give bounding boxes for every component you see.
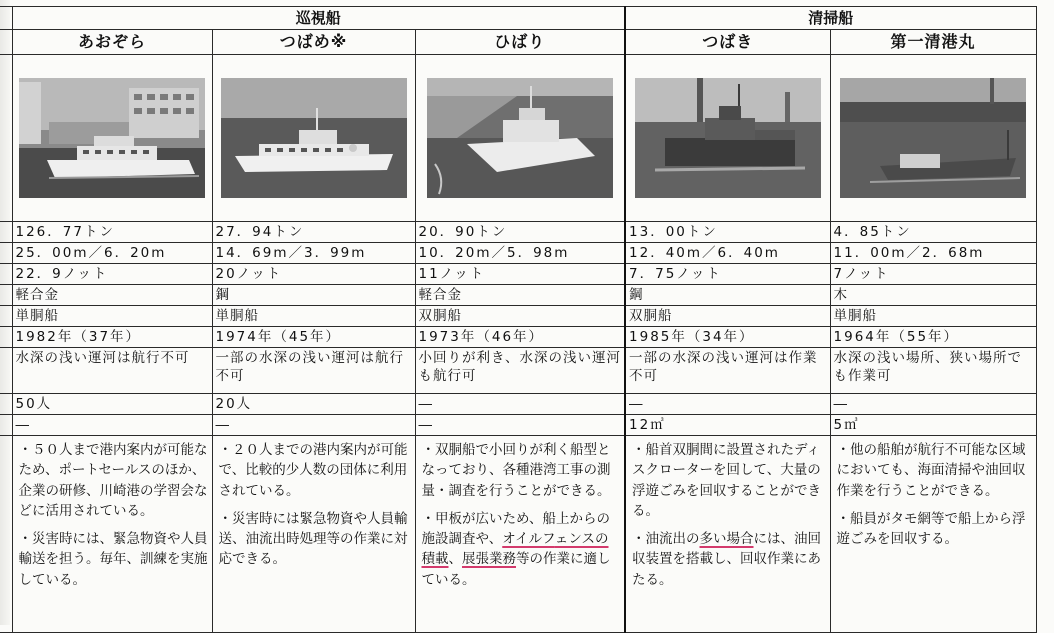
note-paragraph: ・船首双胴間に設置されたディスクローターを回して、大量の浮遊ごみを回収することができる。	[632, 442, 822, 519]
tonnage-tsubame: 27．94トン	[212, 222, 415, 243]
red-underline-mark: 展張業務	[462, 551, 516, 568]
cleaning-boat-daiichi-seikomaru-photo	[840, 78, 1026, 198]
speed-tsubame: 20ノット	[212, 264, 415, 285]
patrol-boats-header: 巡視船	[12, 7, 625, 30]
speed-aozora: 22．9ノット	[12, 264, 212, 285]
photo-cell-tsubaki	[625, 55, 830, 222]
edge-cell	[0, 30, 12, 55]
dimensions-tsubaki: 12．40m／6．40m	[625, 243, 830, 264]
note-paragraph-highlighted: ・油流出の多い場合には、油回収装置を搭載し、回収作業にあたる。	[632, 531, 822, 588]
navigation-daiichi-seikomaru: 水深の浅い場所、狭い場所でも作業可	[830, 348, 1036, 394]
note-paragraph: ・他の船舶が航行不可能な区域においても、海面清掃や油回収作業を行うことができる。	[836, 442, 1026, 499]
notes-row	[0, 436, 1036, 633]
edge-cell	[0, 348, 12, 394]
ship-name-tsubame: つばめ※	[212, 30, 415, 55]
material-hibari: 軽合金	[415, 285, 625, 306]
edge-cell	[0, 415, 12, 436]
navigation-tsubaki: 一部の水深の浅い運河は作業不可	[625, 348, 830, 394]
navigation-tsubame: 一部の水深の浅い運河は航行不可	[212, 348, 415, 394]
photo-cell-daiichi-seikomaru	[830, 55, 1036, 222]
capacity-tsubame: 20人	[212, 394, 415, 415]
hull-tsubaki: 双胴船	[625, 306, 830, 327]
photo-cell-tsubame	[212, 55, 415, 222]
edge-cell	[0, 436, 12, 633]
notes-aozora	[12, 436, 212, 633]
notes-tsubame	[212, 436, 415, 633]
navigation-row	[0, 348, 1036, 394]
dimensions-row	[0, 243, 1036, 264]
navigation-aozora: 水深の浅い運河は航行不可	[12, 348, 212, 394]
tonnage-daiichi-seikomaru: 4．85トン	[830, 222, 1036, 243]
material-tsubaki: 鋼	[625, 285, 830, 306]
note-paragraph: ・双胴船で小回りが利く船型となっており、各種港湾工事の測量・調査を行うことができる。	[421, 442, 611, 499]
capacity-tsubaki: ―	[625, 394, 830, 415]
photo-cell-hibari	[415, 55, 625, 222]
ship-spec-table	[0, 6, 1037, 633]
edge-cell	[0, 222, 12, 243]
material-aozora: 軽合金	[12, 285, 212, 306]
garbage-aozora: ―	[12, 415, 212, 436]
built-aozora: 1982年（37年）	[12, 327, 212, 348]
dimensions-tsubame: 14．69m／3．99m	[212, 243, 415, 264]
cleaning-boat-tsubaki-photo	[635, 78, 821, 198]
patrol-boat-hibari-photo	[427, 78, 613, 198]
note-paragraph: ・船員がタモ網等で船上から浮遊ごみを回収する。	[836, 510, 1026, 547]
tonnage-row	[0, 222, 1036, 243]
navigation-hibari: 小回りが利き、水深の浅い運河も航行可	[415, 348, 625, 394]
built-tsubaki: 1985年（34年）	[625, 327, 830, 348]
material-tsubame: 鋼	[212, 285, 415, 306]
hull-daiichi-seikomaru: 単胴船	[830, 306, 1036, 327]
patrol-boat-aozora-photo	[19, 78, 205, 198]
material-row	[0, 285, 1036, 306]
capacity-daiichi-seikomaru: ―	[830, 394, 1036, 415]
built-hibari: 1973年（46年）	[415, 327, 625, 348]
speed-row	[0, 264, 1036, 285]
speed-hibari: 11ノット	[415, 264, 625, 285]
notes-tsubaki	[625, 436, 830, 633]
note-paragraph: ・５０人まで港内案内が可能なため、ポートセールスのほか、企業の研修、川崎港の学習会などに活用されている。	[18, 442, 208, 519]
garbage-daiichi-seikomaru: 5㎥	[830, 415, 1036, 436]
material-daiichi-seikomaru: 木	[830, 285, 1036, 306]
dimensions-aozora: 25．00m／6．20m	[12, 243, 212, 264]
ship-name-aozora: あおぞら	[12, 30, 212, 55]
built-daiichi-seikomaru: 1964年（55年）	[830, 327, 1036, 348]
edge-cell	[0, 7, 12, 30]
ship-photo-row	[0, 55, 1036, 222]
garbage-tsubame: ―	[212, 415, 415, 436]
built-year-row	[0, 327, 1036, 348]
red-underline-mark: 多い場合	[699, 531, 754, 547]
hull-aozora: 単胴船	[12, 306, 212, 327]
ship-name-daiichi-seikomaru: 第一清港丸	[830, 30, 1036, 55]
notes-daiichi-seikomaru	[830, 436, 1036, 633]
garbage-tsubaki: 12㎥	[625, 415, 830, 436]
edge-cell	[0, 306, 12, 327]
edge-cell	[0, 285, 12, 306]
speed-tsubaki: 7．75ノット	[625, 264, 830, 285]
ship-name-hibari: ひばり	[415, 30, 625, 55]
note-paragraph-highlighted: ・甲板が広いため、船上からの施設調査や、オイルフェンスの積載、展張業務等の作業に適している。	[421, 510, 611, 588]
photo-cell-aozora	[12, 55, 212, 222]
patrol-boat-tsubame-photo	[221, 78, 407, 198]
note-paragraph: ・災害時には、緊急物資や人員輸送を担う。毎年、訓練を実施している。	[18, 531, 208, 588]
built-tsubame: 1974年（45年）	[212, 327, 415, 348]
note-paragraph: ・災害時には緊急物資や人員輸送、油流出時処理等の作業に対応できる。	[218, 510, 408, 568]
capacity-aozora: 50人	[12, 394, 212, 415]
garbage-hibari: ―	[415, 415, 625, 436]
edge-cell	[0, 55, 12, 222]
ship-name-tsubaki: つばき	[625, 30, 830, 55]
tonnage-aozora: 126．77トン	[12, 222, 212, 243]
red-underline-mark: ェンスの積載	[421, 531, 609, 568]
edge-cell	[0, 327, 12, 348]
group-header-row	[0, 7, 1036, 30]
red-underline-mark: オイルフ	[502, 531, 555, 547]
notes-hibari	[415, 436, 625, 633]
ship-name-row	[0, 30, 1036, 55]
hull-type-row	[0, 306, 1036, 327]
tonnage-tsubaki: 13．00トン	[625, 222, 830, 243]
hull-tsubame: 単胴船	[212, 306, 415, 327]
cleaning-boats-header: 清掃船	[625, 7, 1036, 30]
capacity-hibari: ―	[415, 394, 625, 415]
capacity-row	[0, 394, 1036, 415]
dimensions-hibari: 10．20m／5．98m	[415, 243, 625, 264]
hull-hibari: 双胴船	[415, 306, 625, 327]
edge-cell	[0, 264, 12, 285]
tonnage-hibari: 20．90トン	[415, 222, 625, 243]
edge-cell	[0, 394, 12, 415]
dimensions-daiichi-seikomaru: 11．00m／2．68m	[830, 243, 1036, 264]
note-paragraph: ・２０人までの港内案内が可能で、比較的少人数の団体に利用されている。	[218, 442, 408, 499]
speed-daiichi-seikomaru: 7ノット	[830, 264, 1036, 285]
edge-cell	[0, 243, 12, 264]
garbage-capacity-row	[0, 415, 1036, 436]
